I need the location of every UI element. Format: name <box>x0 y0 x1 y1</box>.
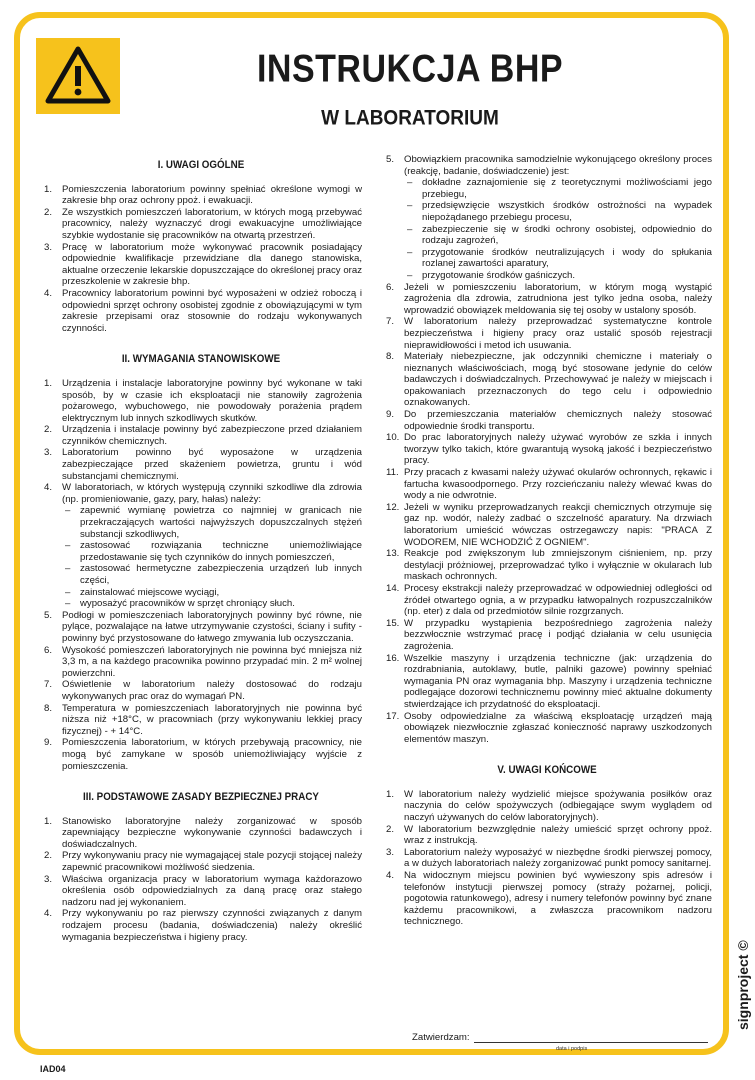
list-item: 2. W laboratorium bezwzględnie należy umieścić sprzęt ochrony ppoż. wraz z instrukcją. <box>386 823 712 847</box>
sub-item: – zainstalować miejscowe wyciągi, <box>62 587 362 599</box>
product-code: IAD04 <box>40 1064 66 1074</box>
section-heading: I. UWAGI OGÓLNE <box>157 159 245 172</box>
list-item: 3. Pracę w laboratorium może wykonywać pracownik posiadający odpowiednie kwalifikacje przewidziane dla danego stanowiska, aktualne orzeczenie lekarskie dopuszczające do określonej pracy oraz przeszkolenie w zakresie bhp. <box>44 241 362 288</box>
sub-list <box>62 505 362 609</box>
section-5-list <box>382 789 712 928</box>
list-item: 14. Procesy ekstrakcji należy przeprowadzać w odpowiedniej odległości od źródeł otwartego ognia, a w przypadku łatwopalnych rozpuszczalników (np. eter) z dala od przedmiotów silnie rozgrzanych. <box>386 582 712 618</box>
list-item: 3. Laboratorium należy wyposażyć w niezbędne środki pierwszej pomocy, a w dużych laboratoriach należy zorganizować punkt pomocy sanitarnej. <box>386 846 712 870</box>
sub-item: – przedsięwzięcie wszystkich środków ostrożności na wypadek niepożądanego przebiegu procesu, <box>404 200 712 223</box>
page-subtitle: W LABORATORIUM <box>321 106 499 130</box>
section-heading: III. PODSTAWOWE ZASADY BEZPIECZNEJ PRACY <box>83 791 319 804</box>
list-item: 16. Wszelkie maszyny i urządzenia techniczne (jak: urządzenia do rozdrabniania, autoklawy, butle, palniki gazowe) powinny spełniać wymagania PN oraz wymagania bhp. Maszyny i urządzenia techniczne podlegające dozorowi technicznemu powinny mieć aktualne dokumenty stwierdzające ich przydatność do eksploatacji. <box>386 652 712 710</box>
list-item: 6. Jeżeli w pomieszczeniu laboratorium, w którym mogą wystąpić zagrożenia dla zdrowia, zatrudniona jest tylko jedna osoba, należy wprowadzić obowiązek meldowania się tej osoby w ustalony sposób. <box>386 281 712 316</box>
left-column <box>40 154 362 943</box>
list-item: 1. Stanowisko laboratoryjne należy zorganizować w sposób zapewniający bezpieczne wykonywanie czynności badawczych i doświadczalnych. <box>44 815 362 850</box>
list-item: 1. W laboratorium należy wydzielić miejsce spożywania posiłków oraz naczynia do celów spożywczych (odbiegające swym wyglądem od naczyń używanych do celów laboratoryjnych). <box>386 788 712 824</box>
sub-item: – dokładne zaznajomienie się z teoretycznymi możliwościami jego przebiegu, <box>404 177 712 200</box>
list-item: 4. Przy wykonywaniu po raz pierwszy czynności związanych z danym rodzajem procesu (badania, doświadczenia) należy określić wymagania bezpieczeństwa i higieny pracy. <box>44 908 362 943</box>
list-item: 6. Wysokość pomieszczeń laboratoryjnych nie powinna być mniejsza niż 3,3 m, a na każdego pracownika powinno przypadać min. 2 m² wolnej powierzchni. <box>44 644 362 679</box>
section-1-list <box>40 184 362 335</box>
approve-label: Zatwierdzam: <box>412 1032 470 1043</box>
section-3-list-left <box>40 816 362 944</box>
sub-item: – zastosować hermetyczne zabezpieczenia urządzeń lub innych części, <box>62 563 362 586</box>
list-item: 5. Podłogi w pomieszczeniach laboratoryjnych powinny być równe, nie pylące, pozwalające na łatwe utrzymywanie czystości, ściany i sufity - powinny być przystosowane do łatwego zmywania lub oczyszczania. <box>44 609 362 644</box>
warning-triangle-icon <box>44 44 112 106</box>
list-item: 2. Urządzenia i instalacje powinny być zabezpieczone przed działaniem czynników chemicznych. <box>44 424 362 447</box>
right-column <box>382 154 712 928</box>
list-item: 2. Przy wykonywaniu pracy nie wymagającej stale pozycji stojącej należy zapewnić pracownikowi możliwość siedzenia. <box>44 850 362 874</box>
sub-item: – wyposażyć pracowników w sprzęt chroniący słuch. <box>62 598 362 610</box>
list-item: 3. Właściwa organizacja pracy w laboratorium wymaga każdorazowo określenia osób odpowiedzialnych za daną pracę oraz stałego nadzoru nad jej wykonaniem. <box>44 873 362 908</box>
list-item: 10. Do prac laboratoryjnych należy używać wyrobów ze szkła i innych tworzyw tylko takich, które gwarantują wysoką jakość i bezpieczeństwo pracy. <box>386 432 712 467</box>
list-item: 9. Pomieszczenia laboratorium, w których przebywają pracownicy, nie mogą być zamykane w sposób uniemożliwiający wyjście z pomieszczenia. <box>44 737 362 772</box>
sub-item: – przygotowanie środków gaśniczych. <box>404 270 712 282</box>
warning-sign <box>36 38 120 114</box>
sub-item: – przygotowanie środków neutralizujących i wody do spłukania rozlanej zawartości aparatury, <box>404 247 712 270</box>
list-item: 7. W laboratorium należy przeprowadzać systematyczne kontrole bezpieczeństwa i higieny pracy oraz ustalić sposób rejestracji nieprawidłowości i metod ich usuwania. <box>386 316 712 351</box>
section-heading: II. WYMAGANIA STANOWISKOWE <box>121 353 281 366</box>
page-title: INSTRUKCJA BHP <box>256 47 564 91</box>
signature-caption: data i podpis <box>556 1046 588 1052</box>
list-item: 4. Pracownicy laboratorium powinni być wyposażeni w odzież roboczą i odpowiedni sprzęt ochrony osobistej zgodnie z obowiązującymi w tym zakresie przepisami oraz stosownie do rodzaju wykonywanych czynności. <box>44 287 362 334</box>
list-item: 1. Urządzenia i instalacje laboratoryjne powinny być wykonane w taki sposób, by w czasie ich eksploatacji nie stanowiły zagrożenia pożarowego, wybuchowego, nie powodowały porażenia prądem elektrycznym lub innych szkodliwych skutków. <box>44 377 362 424</box>
list-item: 11. Przy pracach z kwasami należy używać okularów ochronnych, rękawic i fartucha kwasoodpornego. Przy rozcieńczaniu należy wlewać kwas do wody a nie odwrotnie. <box>386 467 712 502</box>
list-item: 4. W laboratoriach, w których występują czynniki szkodliwe dla zdrowia (np. promieniowanie, gazy, pary, hałas) należy: – zapewnić wymianę powietrza co najmniej w granicach nie przekraczających wartości najwyższych dopuszczalnych stężeń substancji szkodliwych, – zastosować rozwiązania techniczne uniemożliwiające przedostawanie się tych czynników do innych pomieszczeń, – zastosować hermetyczne zabezpieczenia urządzeń lub innych części, – zainstalować miejscowe wyciągi, – wyposażyć pracowników w sprzęt chroniący słuch. <box>40 482 362 610</box>
list-item: 9. Do przemieszczania materiałów chemicznych należy stosować odpowiednie środki transportu. <box>386 409 712 432</box>
sub-list <box>404 177 712 281</box>
brand-mark: signproject © <box>735 940 751 1030</box>
list-item: 3. Laboratorium powinno być wyposażone w urządzenia zabezpieczające przed skażeniem powietrza, gruntu i wód substancjami chemicznymi. <box>44 447 362 482</box>
list-item: 13. Reakcje pod zwiększonym lub zmniejszonym ciśnieniem, np. przy destylacji próżniowej, przeprowadzać tylko i wyłącznie w okularach lub maskach ochronnych. <box>386 548 712 583</box>
list-item: 4. Na widocznym miejscu powinien być wywieszony spis adresów i telefonów instytucji pierwszej pomocy (straży pożarnej, policji, pogotowia ratunkowego), adresy i numery telefonów powinny być znane każdemu pracownikowi, a zwłaszcza pracownikom nadzoru technicznego. <box>386 870 712 928</box>
list-item: 5. Obowiązkiem pracownika samodzielnie wykonującego określony proces (reakcję, badanie, doświadczenie) jest: – dokładne zaznajomienie się z teoretycznymi możliwościami jego przebiegu, – przedsięwzięcie wszystkich środków ostrożności na wypadek niepożądanego przebiegu procesu, – zabezpieczenie się w środki ochrony osobistej, odpowiednio do rodzaju zagrożeń, – przygotowanie środków neutralizujących i wody do spłukania rozlanej zawartości aparatury, – przygotowanie środków gaśniczych. <box>382 154 712 282</box>
sub-item: – zabezpieczenie się w środki ochrony osobistej, odpowiednio do rodzaju zagrożeń, <box>404 224 712 247</box>
section-3-list-right <box>382 154 712 745</box>
list-item: 8. Materiały niebezpieczne, jak odczynniki chemiczne i materiały o nieznanych właściwościach, mogą być stosowane jedynie do celów badawczych i doświadczalnych. Przechowywać je należy w miejscach i opakowaniach przeznaczonych do tego celu i odpowiednio oznakowanych. <box>386 351 712 409</box>
list-item: 12. Jeżeli w wyniku przeprowadzanych reakcji chemicznych otrzymuje się gaz np. wodór, należy zadbać o szczelność aparatury. Na drzwiach laboratorium umieścić wówczas ostrzegawczy napis: "PRACA Z WODOREM, NIE WCHODZIĆ Z OGNIEM". <box>386 501 712 548</box>
list-item: 15. W przypadku wystąpienia bezpośredniego zagrożenia należy bezzwłocznie wstrzymać pracę i podjąć działania w celu usunięcia zagrożenia. <box>386 617 712 652</box>
list-item: 2. Ze wszystkich pomieszczeń laboratorium, w których mogą przebywać pracownicy, należy wyznaczyć drogi ewakuacyjne umożliwiające szybkie wydostanie się pracowników na otwartą przestrzeń. <box>44 206 362 241</box>
list-item: 1. Pomieszczenia laboratorium powinny spełniać określone wymogi w zakresie bhp oraz ochrony ppoż. i ewakuacji. <box>44 183 362 207</box>
list-item: 7. Oświetlenie w laboratorium należy dostosować do rodzaju wykonywanych prac oraz do wymagań PN. <box>44 679 362 702</box>
list-item: 8. Temperatura w pomieszczeniach laboratoryjnych nie powinna być niższa niż +18°C, w pracowniach (przy wykonywaniu lekkiej pracy fizycznej) - + 14°C. <box>44 702 362 737</box>
section-2-list <box>40 378 362 772</box>
sub-item: – zapewnić wymianę powietrza co najmniej w granicach nie przekraczających wartości najwyższych dopuszczalnych stężeń substancji szkodliwych, <box>62 505 362 540</box>
list-item: 17. Osoby odpowiedzialne za właściwą eksploatację urządzeń mają obowiązek niezwłocznie zgłaszać konieczność naprawy uszkodzonych elementów maszyn. <box>386 710 712 745</box>
section-heading: V. UWAGI KOŃCOWE <box>497 764 597 777</box>
signature-line <box>474 1042 708 1043</box>
sub-item: – zastosować rozwiązania techniczne uniemożliwiające przedostawanie się tych czynników do innych pomieszczeń, <box>62 540 362 563</box>
